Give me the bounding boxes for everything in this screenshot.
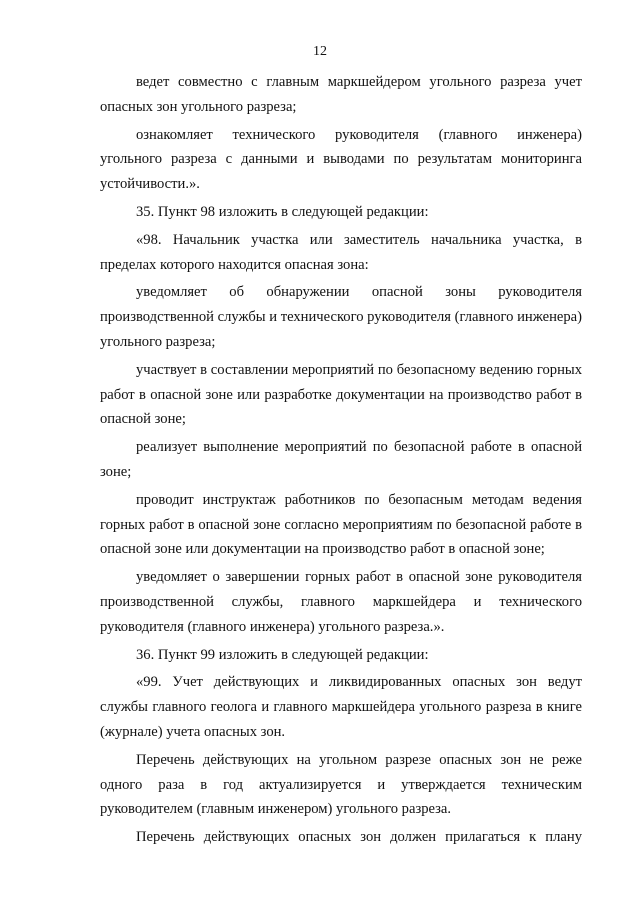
paragraph: проводит инструктаж работников по безопасным методам ведения горных работ в опасной зоне согласно мероприятиям по безопасной работе в опасной зоне или документации на производство работ в опасной зоне; [100,491,582,558]
paragraph: уведомляет об обнаружении опасной зоны руководителя производственной службы и технического руководителя (главного инженера) угольного разреза; [100,284,582,350]
document-body [100,70,582,853]
paragraph: Перечень действующих опасных зон должен прилагаться к плану [136,829,582,846]
paragraph: «98. Начальник участка или заместитель начальника участка, в пределах которого находится опасная зона: [100,231,582,273]
paragraph: уведомляет о завершении горных работ в опасной зоне руководителя производственной службы, главного маркшейдера и технического руководителя (главного инженера) угольного разреза.». [100,569,582,635]
paragraph: 35. Пункт 98 изложить в следующей редакции: [136,203,429,220]
paragraph: реализует выполнение мероприятий по безопасной работе в опасной зоне; [100,439,582,480]
paragraph: участвует в составлении мероприятий по безопасному ведению горных работ в опасной зоне или разработке документации на производство работ в опасной зоне; [100,361,582,428]
paragraph: ознакомляет технического руководителя (главного инженера) угольного разреза с данными и выводами по результатам мониторинга устойчивости.». [100,126,582,193]
paragraph: 36. Пункт 99 изложить в следующей редакции: [136,646,429,663]
page-number: 12 [313,44,327,59]
paragraph: Перечень действующих на угольном разрезе опасных зон не реже одного раза в год актуализируется и утверждается техническим руководителем (главным инженером) угольного разреза. [100,751,582,818]
paragraph: ведет совместно с главным маркшейдером угольного разреза учет опасных зон угольного разреза; [100,74,582,115]
paragraph: «99. Учет действующих и ликвидированных опасных зон ведут службы главного геолога и главного маркшейдера угольного разреза в книге (журнале) учета опасных зон. [100,674,582,740]
